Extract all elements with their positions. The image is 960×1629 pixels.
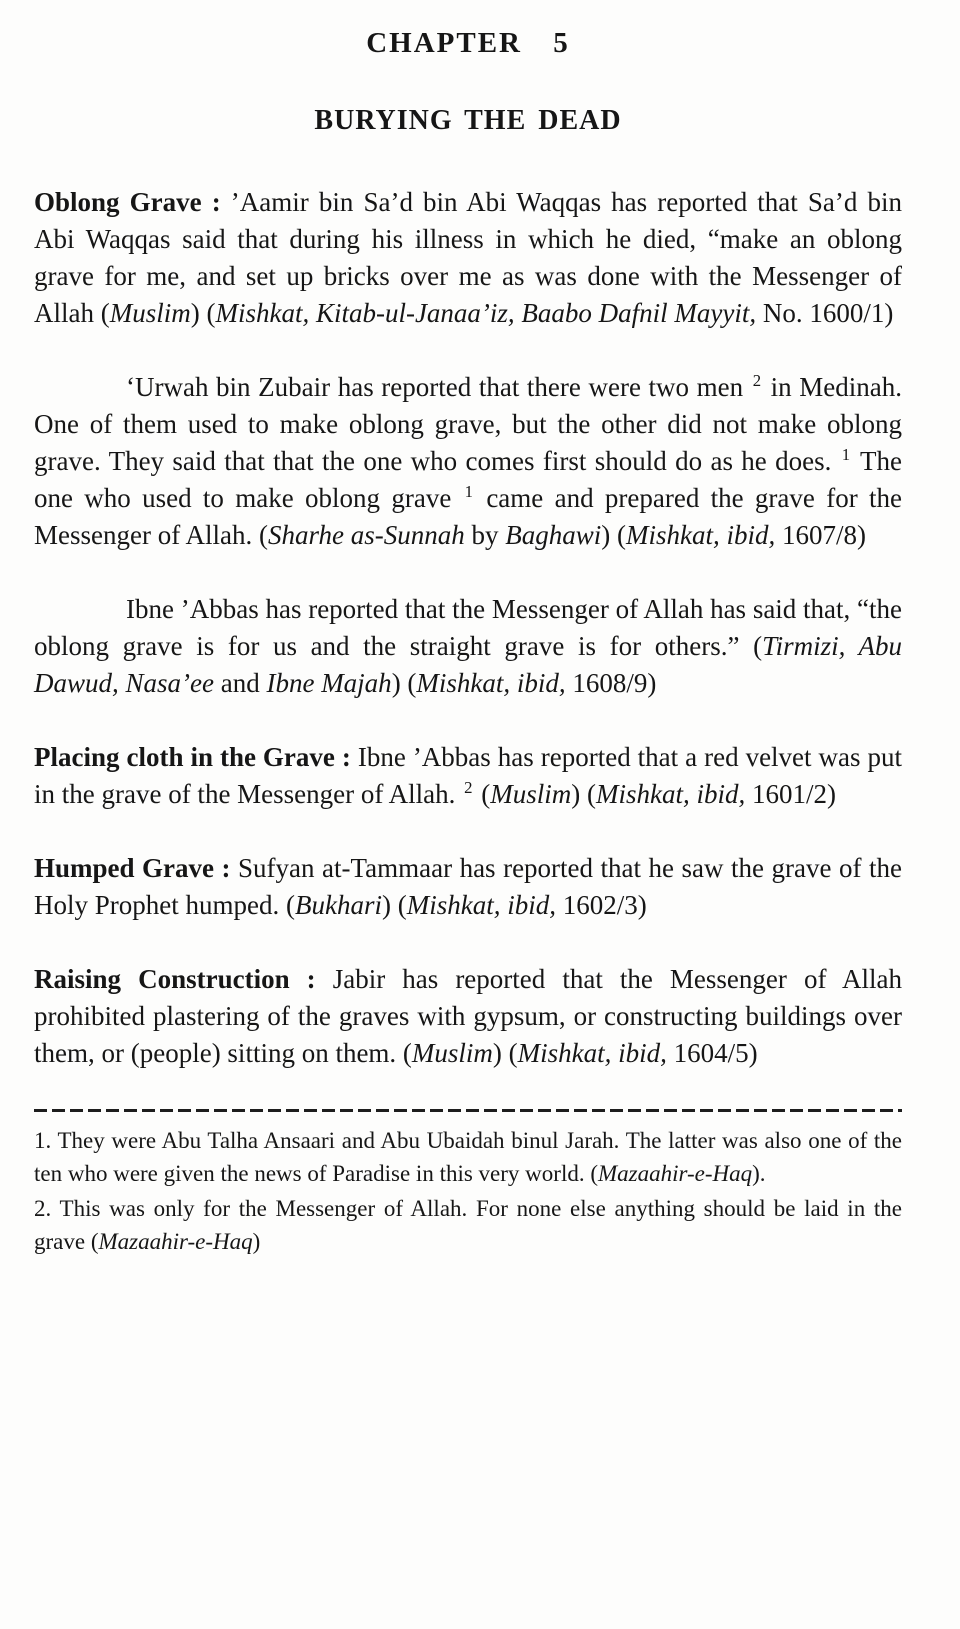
paragraph-oblong-grave — [34, 184, 902, 332]
text-run: ) ( — [601, 520, 626, 550]
text-run: Raising Construction : — [34, 964, 333, 994]
text-run: came and prepared the grave for the Messenger of Allah. ( — [34, 483, 902, 550]
text-run: 1602/3) — [555, 890, 647, 920]
text-run: Muslim — [490, 779, 572, 809]
footnote-2 — [34, 1192, 902, 1258]
text-run: ( — [474, 779, 491, 809]
text-run: Jabir has reported that the Messenger of Allah prohibited plastering of the graves with gypsum, or constructing buildings over them, or (people) sitting on them. ( — [34, 964, 902, 1068]
text-run: Ibne Majah — [266, 668, 392, 698]
text-run: Mishkat, ibid, — [625, 520, 776, 550]
text-run: ) ( — [492, 1038, 518, 1068]
text-run: ) ( — [571, 779, 596, 809]
paragraph-urwah-report — [34, 369, 902, 554]
text-run: Humped Grave : — [34, 853, 239, 883]
section-title: BURYING THE DEAD — [314, 105, 622, 136]
text-run: ) — [252, 1229, 261, 1254]
text-run: 1. They were Abu Talha Ansaari and Abu Ubaidah binul Jarah. The latter was also one of the ten who were given the news of Paradise in this very world. ( — [34, 1128, 902, 1186]
text-run: Baghawi — [505, 520, 602, 550]
text-run: Sharhe as-Sunnah — [267, 520, 465, 550]
text-run: No. 1600/1) — [756, 298, 894, 328]
paragraph-raising-construction — [34, 961, 902, 1072]
text-run: Bukhari — [294, 890, 382, 920]
text-run: in Medinah. One of them used to make oblong grave, but the other did not make oblong grave. They said that that the one who comes first should do as he does. — [34, 372, 902, 476]
paragraph-humped-grave — [34, 850, 902, 924]
text-run: Oblong Grave : — [34, 187, 231, 217]
footnote-separator — [34, 1109, 902, 1112]
text-run: Mazaahir-e-Haq — [598, 1161, 753, 1186]
text-run: 1604/5) — [666, 1038, 758, 1068]
text-run: 2 — [752, 371, 762, 390]
text-run: Sufyan at-Tammaar has reported that he saw the grave of the Holy Prophet humped. ( — [34, 853, 902, 920]
text-run: 1608/9) — [565, 668, 657, 698]
text-run: Mishkat, Kitab-ul-Janaa’iz, Baabo Dafnil Mayyit, — [215, 298, 757, 328]
text-run: 1607/8) — [775, 520, 866, 550]
text-run: ) ( — [391, 668, 417, 698]
text-run: by — [464, 520, 506, 550]
text-run: Tirmizi, Abu Dawud, Nasa’ee — [34, 631, 902, 698]
text-run: The one who used to make oblong grave — [34, 446, 902, 513]
text-run: Mishkat, ibid, — [416, 668, 566, 698]
text-run: 1 — [841, 445, 851, 464]
text-run: 1 — [464, 482, 473, 501]
footnote-1 — [34, 1124, 902, 1190]
text-run: Ibne ’Abbas has reported that the Messenger of Allah has said that, “the oblong grave is for us and the straight grave is for others.” ( — [34, 594, 903, 661]
text-run: Mishkat, ibid, — [517, 1038, 667, 1068]
text-run: ‘Urwah bin Zubair has reported that there were two men — [126, 372, 751, 402]
text-run: Muslim — [411, 1038, 493, 1068]
paragraph-placing-cloth — [34, 739, 902, 813]
paragraph-ibne-abbas-report — [34, 591, 902, 702]
text-run: 2. This was only for the Messenger of Allah. For none else anything should be laid in the grave ( — [34, 1196, 902, 1254]
text-run: Muslim — [109, 298, 191, 328]
text-run: ’Aamir bin Sa’d bin Abi Waqqas has reported that Sa’d bin Abi Waqqas said that during his illness in which he died, “make an oblong grave for me, and set up bricks over me as was done with the Messenger of Allah ( — [34, 187, 902, 328]
text-run: Mishkat, ibid, — [595, 779, 746, 809]
text-run: ) ( — [381, 890, 407, 920]
text-run: 1601/2) — [745, 779, 836, 809]
text-run: Mazaahir-e-Haq — [98, 1229, 253, 1254]
text-run: Placing cloth in the Grave : — [34, 742, 358, 772]
text-run: Ibne ’Abbas has reported that a red velvet was put in the grave of the Messenger of Allah. — [34, 742, 902, 809]
chapter-heading: CHAPTER 5 — [366, 27, 570, 59]
text-run: 2 — [464, 778, 473, 797]
text-run: Mishkat, ibid, — [406, 890, 556, 920]
text-run: and — [213, 668, 267, 698]
text-run: ) ( — [190, 298, 216, 328]
text-run: ). — [752, 1161, 766, 1186]
